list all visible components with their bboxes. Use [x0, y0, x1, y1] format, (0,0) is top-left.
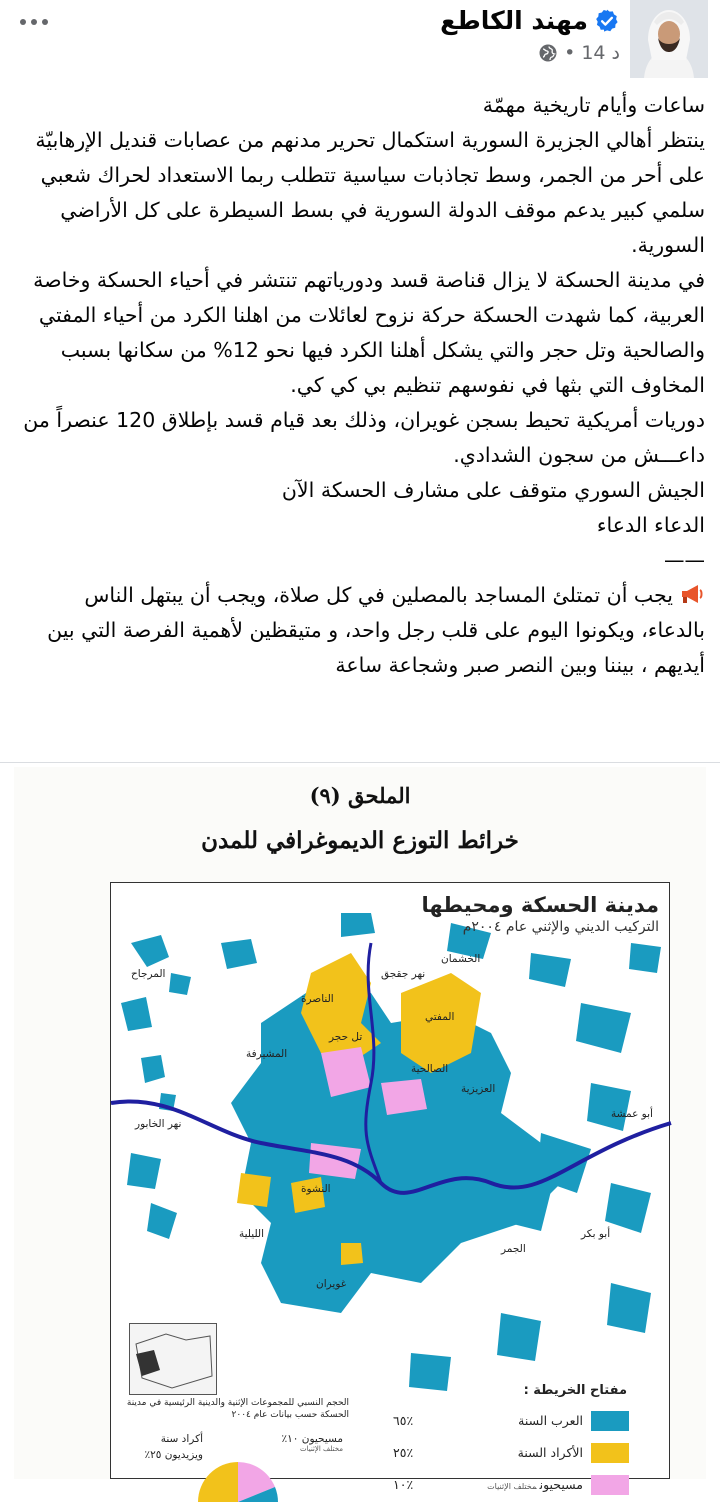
post-paragraph: الجيش السوري متوقف على مشارف الحسكة الآن [281, 478, 705, 502]
author-avatar[interactable] [630, 0, 708, 78]
place-label: الناصرة [301, 993, 334, 1005]
post-callout [15, 578, 705, 683]
place-label: أبو بكر [581, 1228, 611, 1240]
more-options-button[interactable] [16, 12, 52, 32]
post-paragraph: الدعاء الدعاء [596, 513, 705, 537]
legend-swatch [591, 1411, 629, 1431]
place-label: الجمر [501, 1243, 526, 1255]
annex-subtitle: خرائط التوزع الديموغرافي للمدن [201, 827, 519, 854]
annex-title: الملحق (٩) [309, 783, 411, 808]
author-row [440, 6, 620, 35]
legend-row [385, 1443, 631, 1471]
post-paragraph: دوريات أمريكية تحيط بسجن غويران، وذلك بعد قيام قسد بإطلاق 120 عنصراً من داعـــش من سجون الشدادي. [23, 408, 705, 467]
verified-badge-icon [594, 8, 620, 34]
legend-label: مسيحيونمختلف الإثنيات [487, 1477, 583, 1492]
post-paragraph: ساعات وأيام تاريخية مهمّة [482, 93, 705, 117]
map-title: مدينة الحسكة ومحيطها [421, 893, 659, 917]
post-header [0, 0, 720, 90]
legend-percent: ٪٢٥ [393, 1445, 414, 1460]
place-label: الخشمان [441, 953, 481, 965]
place-label: غويران [316, 1278, 347, 1290]
pie-label: مسيحيون ١٠٪ مختلف الإثنيات [281, 1433, 343, 1453]
map-legend [381, 1383, 631, 1492]
place-label: المرجاح [131, 968, 166, 980]
megaphone-icon [679, 583, 705, 605]
post-paragraph: في مدينة الحسكة لا يزال قناصة قسد ودورياتهم تنتشر في أحياء الحسكة وخاصة العربية، كما شهدت الحسكة حركة نزوح لعائلات من اهلنا الكرد من أحياء المفتي والصالحية وتل حجر والتي يشكل أهلنا الكرد فيها نحو 12% من سكانها بسبب المخاوف التي بثها في نفوسهم تنظيم بي كي كي. [33, 268, 705, 397]
place-label: المشيرفة [246, 1048, 288, 1060]
post-divider: —— [664, 548, 705, 572]
more-horizontal-icon [20, 19, 26, 25]
inset-locator-map [129, 1323, 217, 1395]
post-image[interactable] [0, 762, 720, 1492]
place-label: نهر جقجق [381, 968, 426, 980]
pie-chart [193, 1457, 283, 1497]
legend-title: مفتاح الخريطة : [523, 1383, 627, 1398]
legend-percent: ٪٦٥ [393, 1413, 414, 1428]
legend-percent: ٪١٠ [393, 1477, 414, 1492]
pie-chart-box [123, 1393, 353, 1483]
legend-swatch [591, 1475, 629, 1495]
map-subtitle: التركيب الديني والإثني عام ٢٠٠٤م [462, 919, 659, 935]
pie-label: ويزيديون ٢٥٪ [144, 1449, 203, 1461]
author-name[interactable]: مهند الكاطع [440, 6, 588, 35]
place-label: نهر الخابور [135, 1118, 182, 1130]
callout-text: يجب أن تمتلئ المساجد بالمصلين في كل صلاة، ويجب أن يبتهل الناس بالدعاء، ويكونوا اليوم على قلب رجل واحد، و متيقظين لأهمية الفرصة التي بين أيديهم ، بيننا وبين النصر صبر وشجاعة ساعة [47, 583, 705, 677]
legend-row [385, 1411, 631, 1439]
place-label: أبو عمشة [611, 1108, 653, 1120]
post-meta [538, 42, 620, 64]
pie-label: أكراد سنة [160, 1433, 203, 1445]
legend-swatch [591, 1443, 629, 1463]
globe-icon[interactable] [538, 43, 558, 63]
post-text [15, 88, 705, 683]
demographic-map [110, 882, 670, 1492]
pie-slice-kurd [198, 1462, 238, 1502]
place-label: العزيزية [461, 1083, 496, 1095]
place-label: النشوة [301, 1183, 331, 1195]
legend-label: العرب السنة [518, 1413, 583, 1428]
place-label: المفتي [425, 1011, 455, 1023]
avatar-image [630, 0, 708, 78]
post-paragraph: ينتظر أهالي الجزيرة السورية استكمال تحرير مدنهم من عصابات قنديل الإرهابيّة على أحر من الجمر، وسط تجاذبات سياسية تتطلب ربما الاستعداد لحراك شعبي سلمي كبير يدعم موقف الدولة السورية في بسط السيطرة على كل الأراضي السورية. [35, 128, 705, 257]
place-label: الصالحية [411, 1063, 449, 1075]
legend-label: الأكراد السنة [517, 1445, 583, 1460]
scanned-document [14, 767, 706, 1492]
map-title-block [422, 893, 659, 935]
place-label: الليلية [239, 1228, 265, 1240]
meta-separator: • [564, 42, 576, 64]
post-time[interactable]: 14 د [581, 42, 620, 64]
legend-row [385, 1475, 631, 1503]
pie-title: الحجم النسبي للمجموعات الإثنية والدينية الرئيسية في مدينة الحسكة حسب بيانات عام ٢٠٠٤ [126, 1398, 349, 1420]
place-label: تل حجر [329, 1031, 363, 1043]
